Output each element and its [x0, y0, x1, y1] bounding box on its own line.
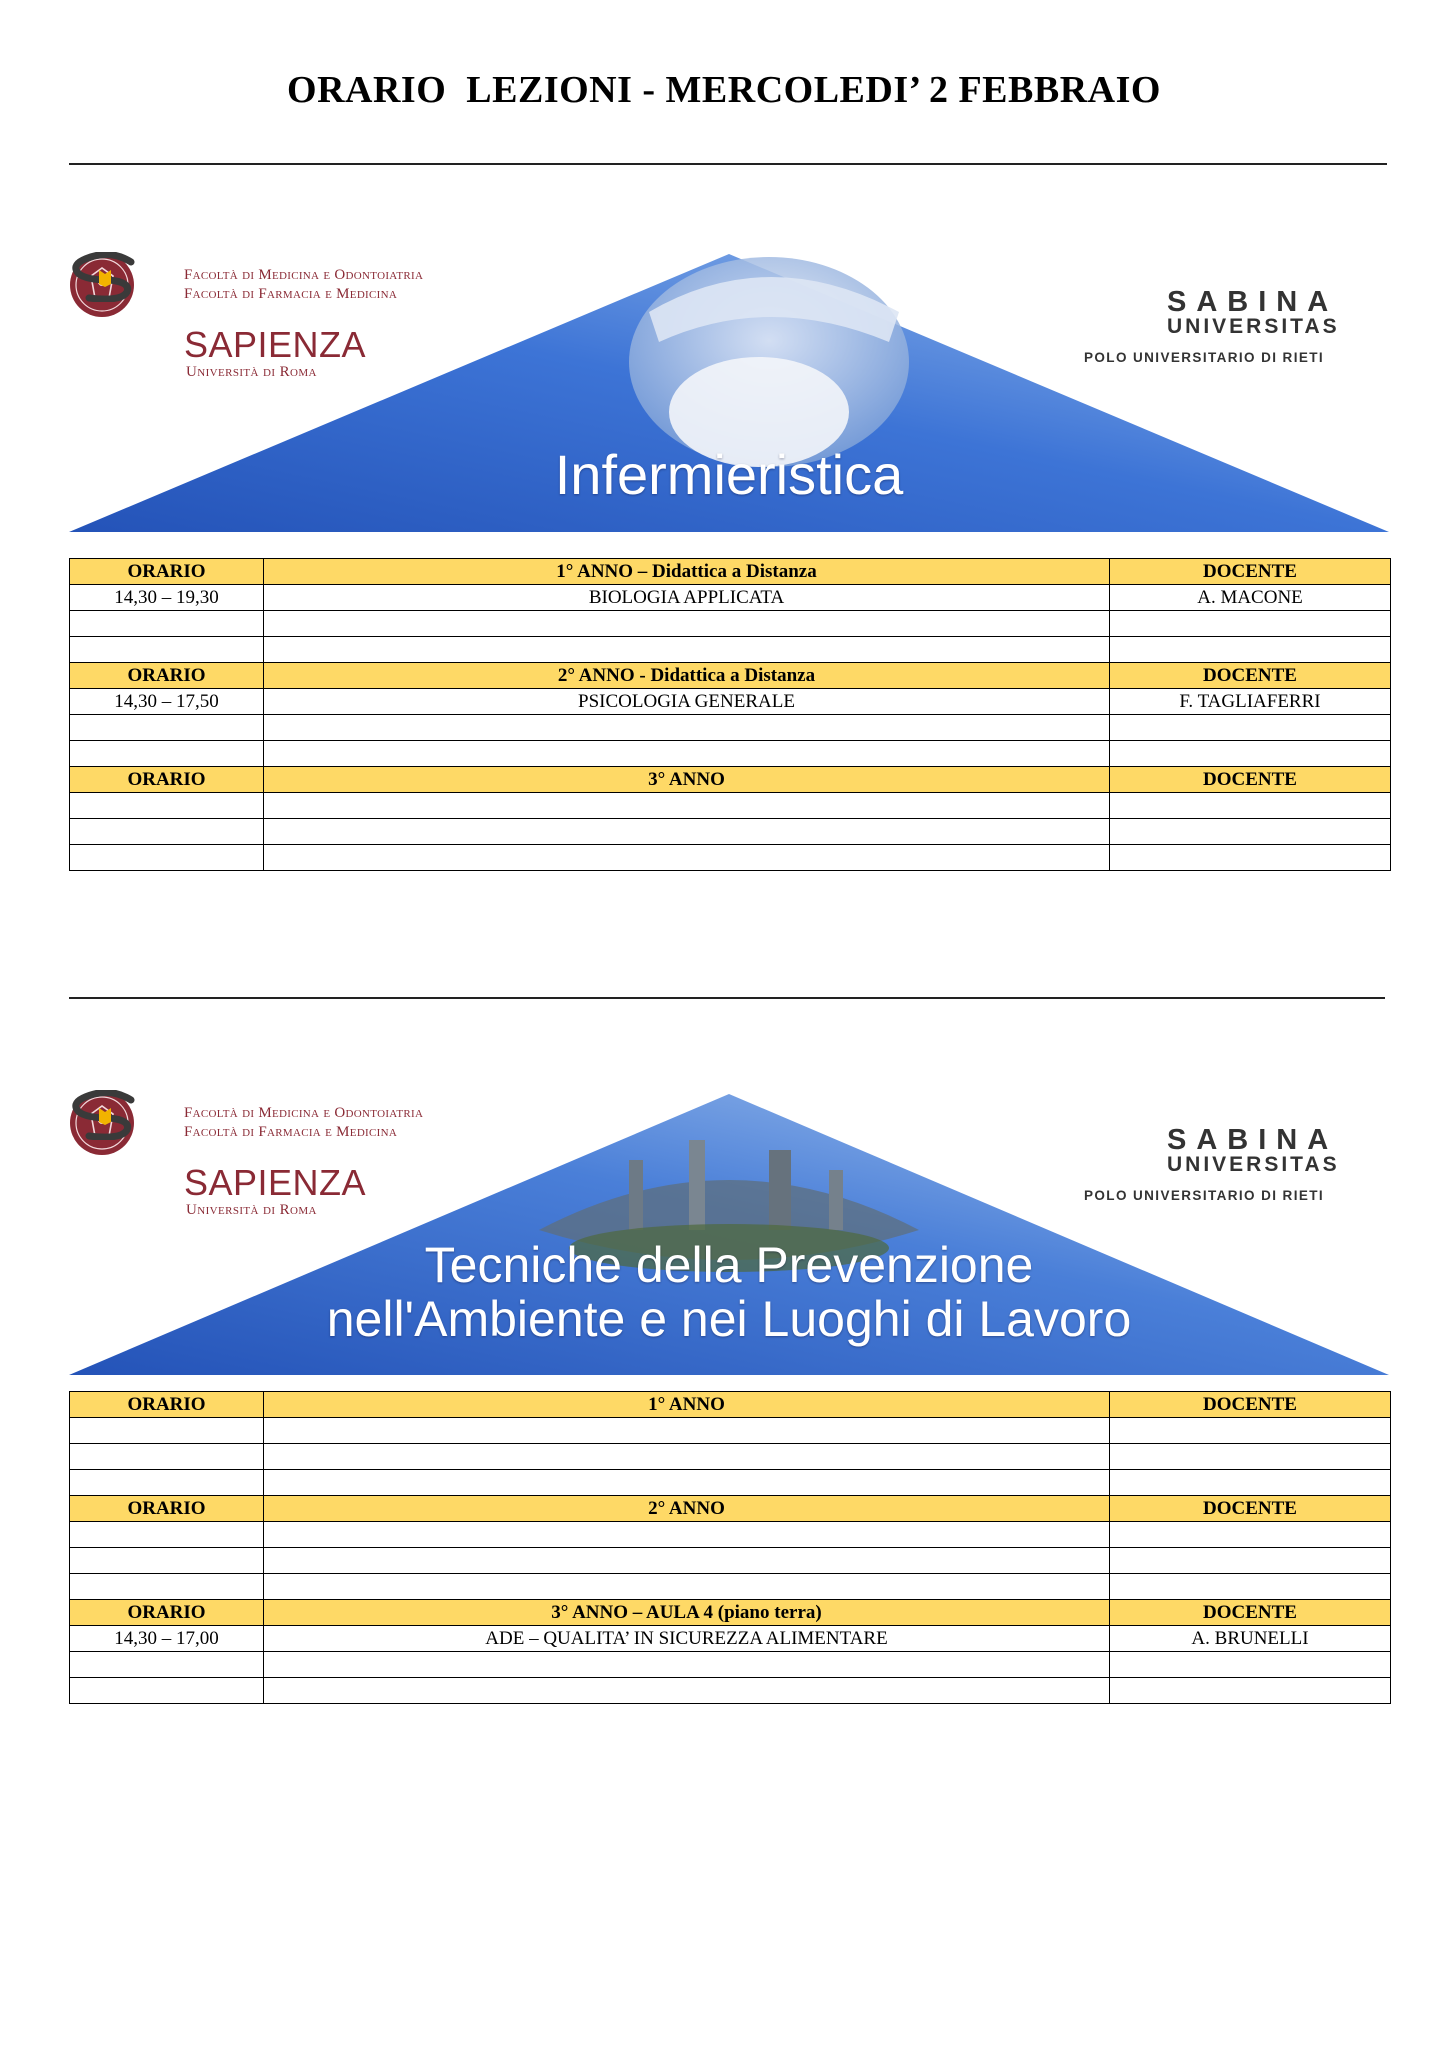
banner-title-infermieristica [69, 444, 1389, 506]
cell-time [70, 1678, 264, 1704]
table-row [70, 585, 1391, 611]
header-docente: DOCENTE [1110, 1392, 1391, 1418]
cell-course [264, 637, 1110, 663]
cell-time [70, 845, 264, 871]
cell-time [70, 1522, 264, 1548]
cell-teacher [1110, 637, 1391, 663]
banner-title-line: Tecniche della Prevenzione [424, 1237, 1034, 1293]
sabina-name: SABINA [1167, 1124, 1339, 1156]
table-row [70, 1470, 1391, 1496]
cell-time [70, 637, 264, 663]
table-row [70, 1444, 1391, 1470]
sabina-logo-icon [69, 252, 139, 302]
sabina-name: SABINA [1167, 286, 1339, 318]
faculty-line-2: Facoltà di Farmacia e Medicina [184, 1124, 398, 1140]
schedule-table-tecniche [69, 1391, 1391, 1704]
table-header-row [70, 663, 1391, 689]
table-row [70, 715, 1391, 741]
cell-time [70, 1418, 264, 1444]
cell-time [70, 1548, 264, 1574]
cell-time [70, 611, 264, 637]
sabina-logo-icon [69, 1090, 139, 1140]
banner-title-line: Infermieristica [554, 443, 904, 506]
cell-course [264, 741, 1110, 767]
top-divider [69, 163, 1387, 165]
table-header-row [70, 1392, 1391, 1418]
faculty-line-1: Facoltà di Medicina e Odontoiatria [184, 267, 424, 283]
cell-teacher [1110, 611, 1391, 637]
cell-time [70, 1574, 264, 1600]
header-year: 1° ANNO [264, 1392, 1110, 1418]
cell-teacher [1110, 845, 1391, 871]
middle-divider [69, 997, 1385, 999]
banner-tecniche-prevenzione [69, 1090, 1389, 1375]
header-orario: ORARIO [70, 1496, 264, 1522]
cell-course [264, 1574, 1110, 1600]
sapienza-subtitle: Università di Roma [186, 1202, 317, 1218]
header-docente: DOCENTE [1110, 1496, 1391, 1522]
table-row [70, 845, 1391, 871]
table-row [70, 741, 1391, 767]
cell-course [264, 845, 1110, 871]
cell-course: PSICOLOGIA GENERALE [264, 689, 1110, 715]
sabina-universitas: UNIVERSITAS [1167, 1153, 1340, 1176]
table-header-row [70, 1600, 1391, 1626]
table-row [70, 611, 1391, 637]
header-orario: ORARIO [70, 559, 264, 585]
sapienza-faculties [184, 266, 423, 304]
table-row [70, 637, 1391, 663]
sabina-polo: POLO UNIVERSITARIO DI RIETI [1084, 1188, 1325, 1203]
table-row [70, 1652, 1391, 1678]
table-header-row [70, 559, 1391, 585]
cell-course [264, 1522, 1110, 1548]
cell-teacher [1110, 1678, 1391, 1704]
sabina-polo: POLO UNIVERSITARIO DI RIETI [1084, 350, 1325, 365]
sabina-universitas: UNIVERSITAS [1167, 315, 1340, 338]
cell-time: 14,30 – 17,50 [70, 689, 264, 715]
header-year: 3° ANNO – AULA 4 (piano terra) [264, 1600, 1110, 1626]
faculty-line-2: Facoltà di Farmacia e Medicina [184, 286, 398, 302]
cell-course [264, 1548, 1110, 1574]
cell-course [264, 611, 1110, 637]
sapienza-faculties [184, 1104, 423, 1142]
banner-infermieristica [69, 252, 1389, 537]
table-row [70, 1418, 1391, 1444]
cell-time [70, 1470, 264, 1496]
table-header-row [70, 1496, 1391, 1522]
cell-time [70, 1652, 264, 1678]
cell-teacher: F. TAGLIAFERRI [1110, 689, 1391, 715]
cell-teacher [1110, 1444, 1391, 1470]
cell-course [264, 1418, 1110, 1444]
table-row [70, 793, 1391, 819]
cell-course [264, 793, 1110, 819]
banner-title-tecniche [69, 1238, 1389, 1346]
header-orario: ORARIO [70, 1600, 264, 1626]
sapienza-name: SAPIENZA [184, 1162, 367, 1203]
cell-time: 14,30 – 19,30 [70, 585, 264, 611]
table-row [70, 1522, 1391, 1548]
header-year: 2° ANNO - Didattica a Distanza [264, 663, 1110, 689]
cell-course [264, 1470, 1110, 1496]
header-docente: DOCENTE [1110, 663, 1391, 689]
header-year: 3° ANNO [264, 767, 1110, 793]
table-row [70, 1626, 1391, 1652]
cell-teacher [1110, 1522, 1391, 1548]
table-row [70, 1548, 1391, 1574]
cell-course: ADE – QUALITA’ IN SICUREZZA ALIMENTARE [264, 1626, 1110, 1652]
cell-teacher: A. MACONE [1110, 585, 1391, 611]
header-year: 1° ANNO – Didattica a Distanza [264, 559, 1110, 585]
table-row [70, 1678, 1391, 1704]
cell-time [70, 715, 264, 741]
cell-teacher [1110, 1574, 1391, 1600]
header-docente: DOCENTE [1110, 1600, 1391, 1626]
cell-course [264, 715, 1110, 741]
sapienza-name: SAPIENZA [184, 324, 367, 365]
cell-time: 14,30 – 17,00 [70, 1626, 264, 1652]
table-row [70, 819, 1391, 845]
header-orario: ORARIO [70, 767, 264, 793]
cell-course: BIOLOGIA APPLICATA [264, 585, 1110, 611]
header-year: 2° ANNO [264, 1496, 1110, 1522]
schedule-table-infermieristica [69, 558, 1391, 871]
cell-time [70, 793, 264, 819]
cell-time [70, 819, 264, 845]
cell-teacher [1110, 1652, 1391, 1678]
page-title: ORARIO LEZIONI - MERCOLEDI’ 2 FEBBRAIO [287, 69, 1161, 111]
faculty-line-1: Facoltà di Medicina e Odontoiatria [184, 1105, 424, 1121]
cell-teacher [1110, 1470, 1391, 1496]
table-header-row [70, 767, 1391, 793]
cell-teacher [1110, 1548, 1391, 1574]
cell-time [70, 741, 264, 767]
table-row [70, 1574, 1391, 1600]
cell-teacher [1110, 819, 1391, 845]
header-docente: DOCENTE [1110, 559, 1391, 585]
cell-teacher [1110, 1418, 1391, 1444]
cell-course [264, 1652, 1110, 1678]
cell-course [264, 1678, 1110, 1704]
cell-time [70, 1444, 264, 1470]
cell-teacher [1110, 715, 1391, 741]
header-docente: DOCENTE [1110, 767, 1391, 793]
cell-course [264, 819, 1110, 845]
cell-teacher [1110, 741, 1391, 767]
cell-course [264, 1444, 1110, 1470]
cell-teacher: A. BRUNELLI [1110, 1626, 1391, 1652]
table-row [70, 689, 1391, 715]
cell-teacher [1110, 793, 1391, 819]
header-orario: ORARIO [70, 663, 264, 689]
banner-title-line: nell'Ambiente e nei Luoghi di Lavoro [326, 1291, 1132, 1347]
sapienza-subtitle: Università di Roma [186, 364, 317, 380]
header-orario: ORARIO [70, 1392, 264, 1418]
